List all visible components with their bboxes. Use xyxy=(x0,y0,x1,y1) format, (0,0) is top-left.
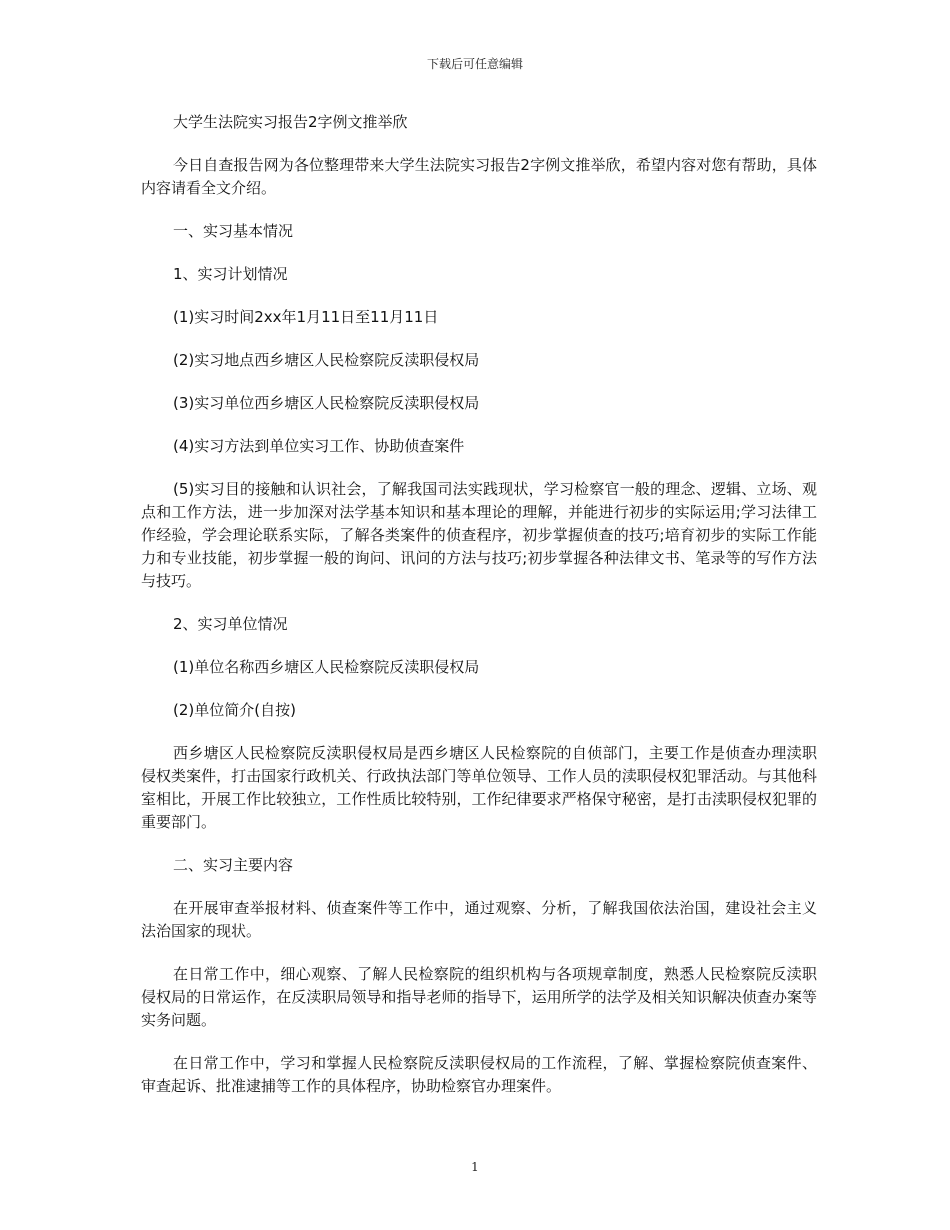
page-number: 1 xyxy=(471,1160,479,1174)
plan-item-method: (4)实习方法到单位实习工作、协助侦查案件 xyxy=(173,437,465,455)
plan-item-unit: (3)实习单位西乡塘区人民检察院反渎职侵权局 xyxy=(173,394,480,412)
paragraph-content-1: 在开展审查举报材料、侦查案件等工作中，通过观察、分析，了解我国依法治国，建设社会主义法治国家的现状。 xyxy=(141,899,817,940)
paragraph-content-2: 在日常工作中，细心观察、了解人民检察院的组织机构与各项规章制度，熟悉人民检察院反渎职侵权局的日常运作，在反渎职局领导和指导老师的指导下，运用所学的法学及相关知识解决侦查办案等实务问题。 xyxy=(141,965,817,1029)
unit-item-name: (1)单位名称西乡塘区人民检察院反渎职侵权局 xyxy=(173,658,480,676)
plan-item-time: (1)实习时间2xx年1月11日至11月11日 xyxy=(173,308,439,326)
document-title: 大学生法院实习报告2字例文推举欣 xyxy=(173,113,408,131)
paragraph-intro: 今日自查报告网为各位整理带来大学生法院实习报告2字例文推举欣，希望内容对您有帮助，具体内容请看全文介绍。 xyxy=(141,156,817,197)
paragraph-content-3: 在日常工作中，学习和掌握人民检察院反渎职侵权局的工作流程，了解、掌握检察院侦查案件、审查起诉、批准逮捕等工作的具体程序，协助检察官办理案件。 xyxy=(141,1054,817,1095)
section-heading-basic-info: 一、实习基本情况 xyxy=(173,222,294,240)
section-heading-main-content: 二、实习主要内容 xyxy=(173,856,294,874)
paragraph-unit-description: 西乡塘区人民检察院反渎职侵权局是西乡塘区人民检察院的自侦部门，主要工作是侦查办理渎职侵权类案件，打击国家行政机关、行政执法部门等单位领导、工作人员的渎职侵权犯罪活动。与其他科室相比，开展工作比较独立，工作性质比较特别，工作纪律要求严格保守秘密，是打击渎职侵权犯罪的重要部门。 xyxy=(141,744,817,831)
plan-item-location: (2)实习地点西乡塘区人民检察院反渎职侵权局 xyxy=(173,351,480,369)
plan-item-purpose: (5)实习目的接触和认识社会，了解我国司法实践现状，学习检察官一般的理念、逻辑、立场、观点和工作方法，进一步加深对法学基本知识和基本理论的理解，并能进行初步的实际运用;学习法律工作经验，学会理论联系实际，了解各类案件的侦查程序，初步掌握侦查的技巧;培育初步的实际工作能力和专业技能，初步掌握一般的询问、讯问的方法与技巧;初步掌握各种法律文书、笔录等的写作方法与技巧。 xyxy=(141,480,817,590)
subsection-heading-plan: 1、实习计划情况 xyxy=(173,265,288,283)
subsection-heading-unit: 2、实习单位情况 xyxy=(173,615,288,633)
header-note: 下载后可任意编辑 xyxy=(426,57,523,71)
document-body xyxy=(141,111,817,1118)
unit-item-intro: (2)单位简介(自按) xyxy=(173,701,296,719)
